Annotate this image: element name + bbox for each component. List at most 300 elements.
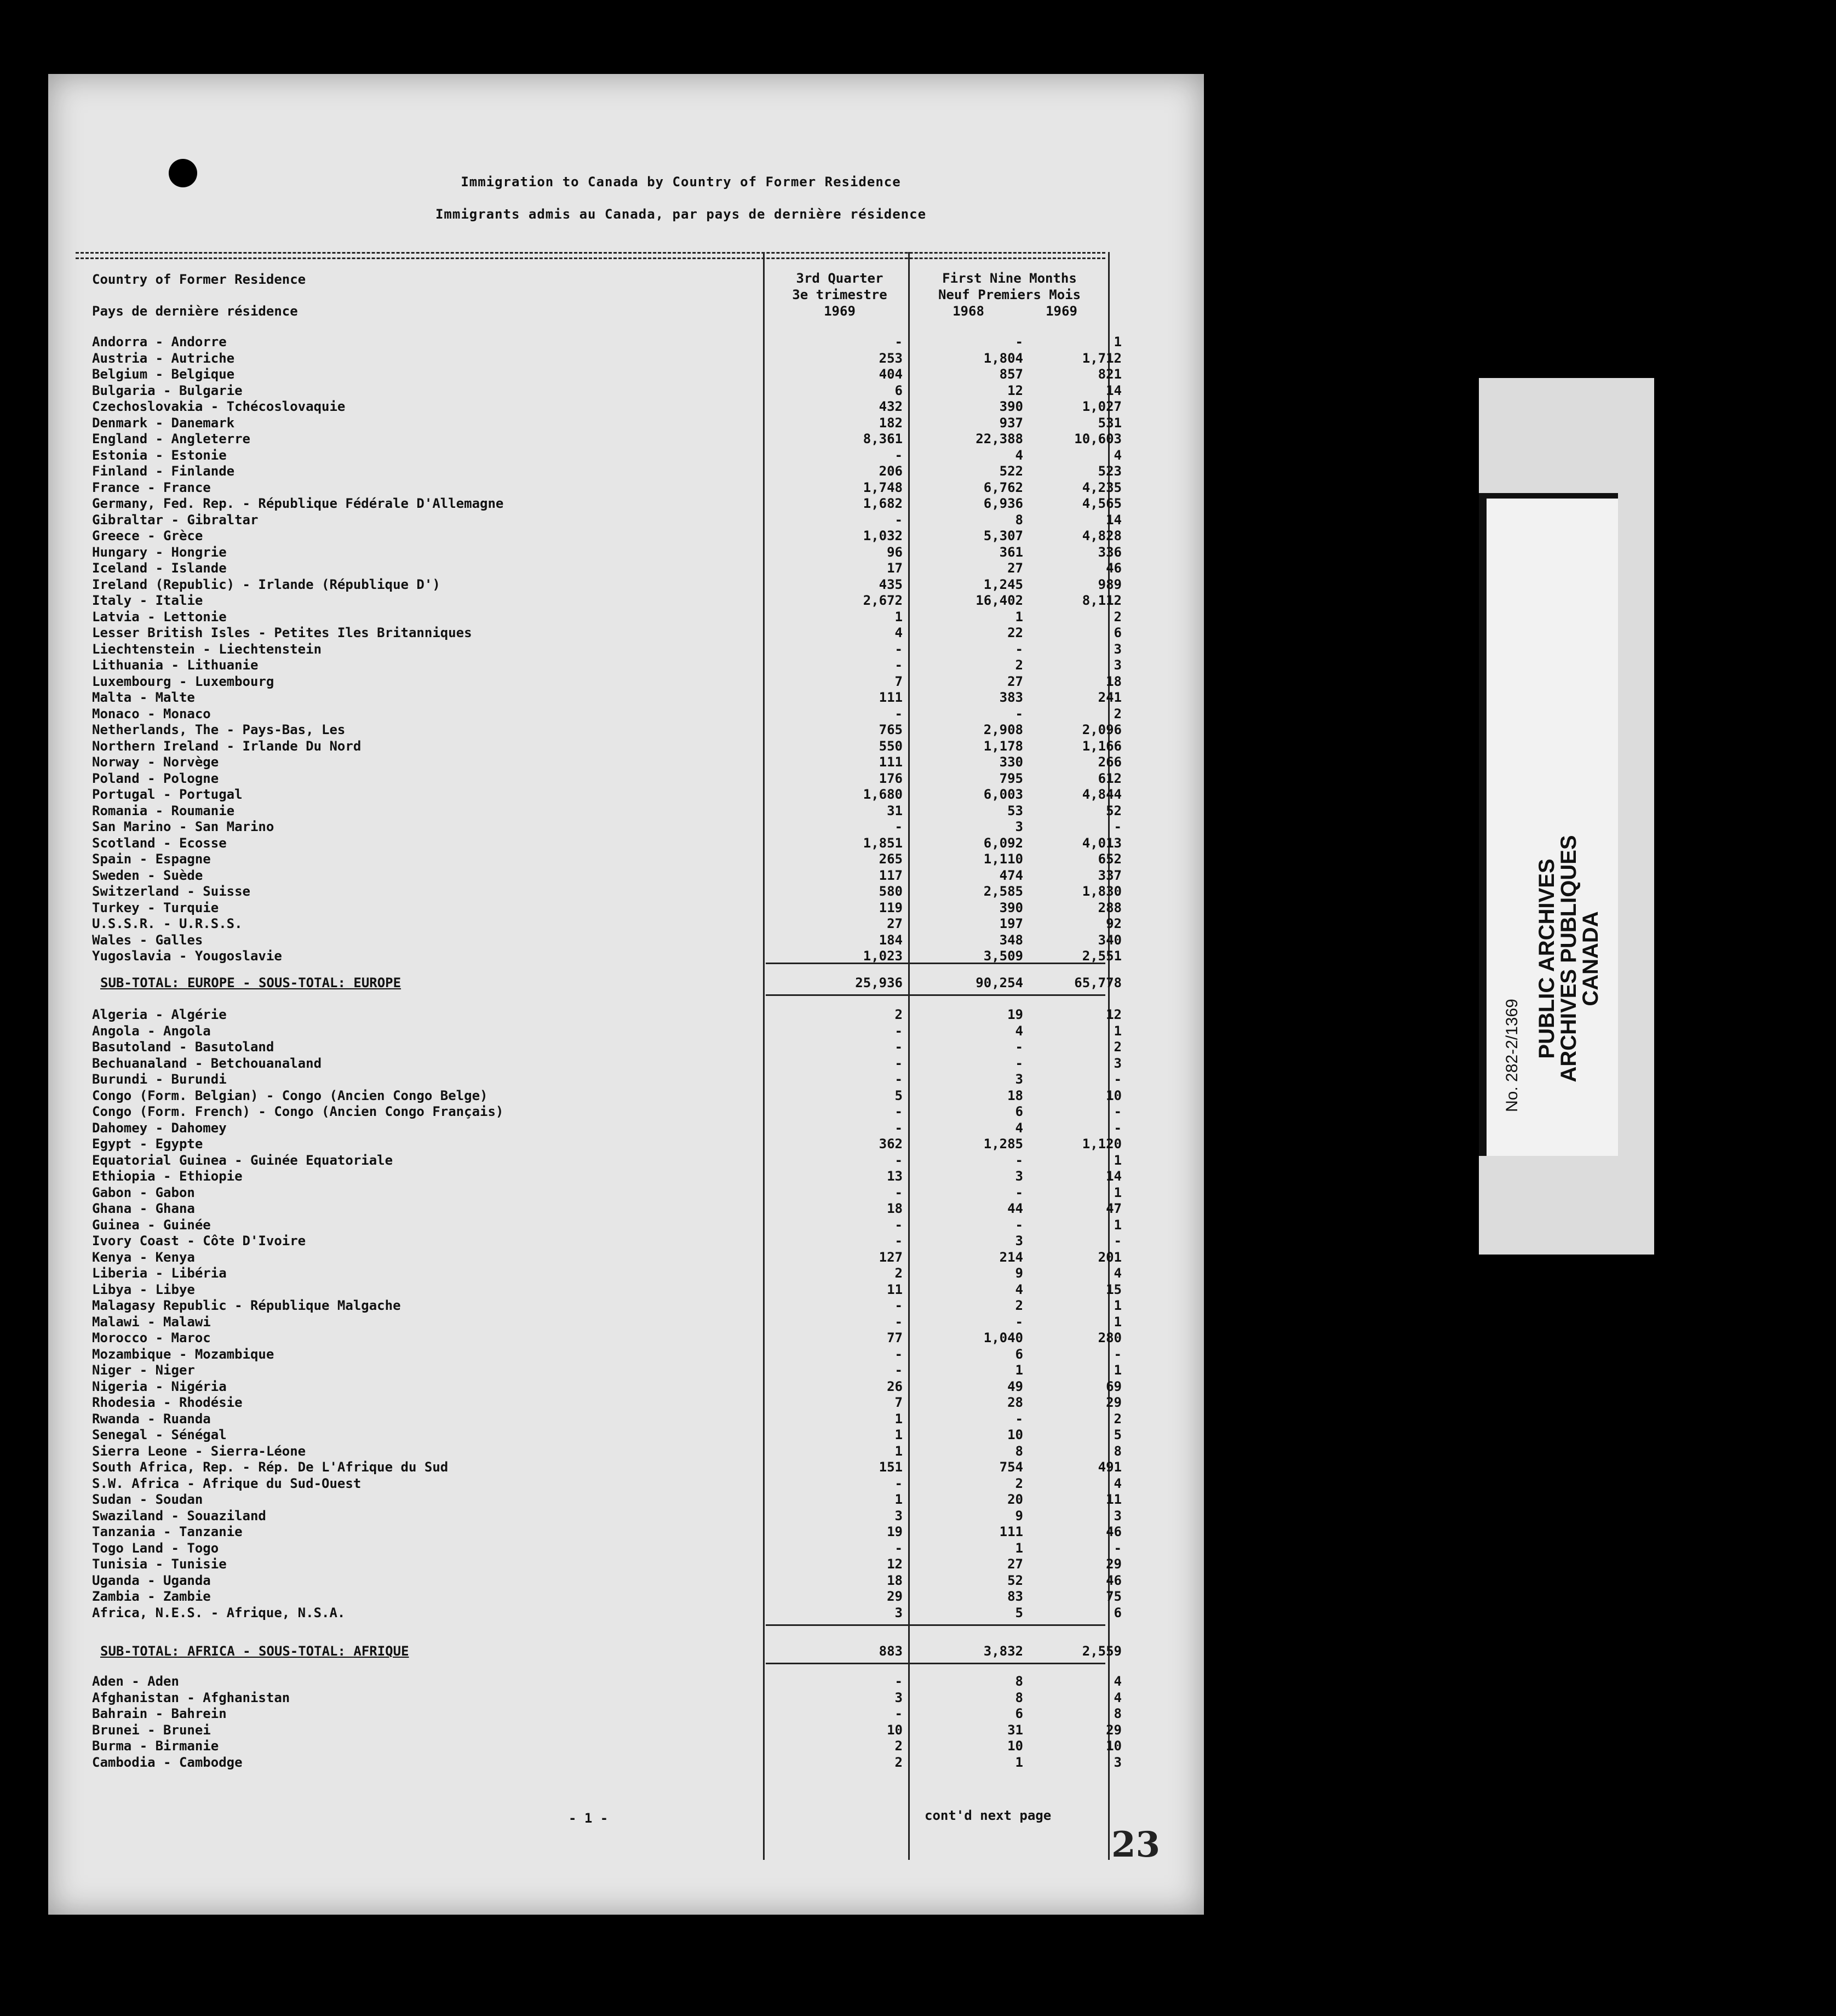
q3-1969-cell: 2 (894, 1265, 903, 1281)
europe-subtotal-label: SUB-TOTAL: EUROPE - SOUS-TOTAL: EUROPE (100, 975, 401, 990)
africa-subtotal-rule-bottom (766, 1663, 1105, 1664)
table-row (48, 851, 1204, 868)
table-row (48, 657, 1204, 674)
country-cell: Angola - Angola (92, 1023, 211, 1039)
africa-subtotal-1969: 2,559 (1082, 1643, 1122, 1659)
nine-1969-cell: 29 (1106, 1395, 1122, 1410)
q3-1969-cell: 12 (887, 1556, 903, 1572)
q3-1969-cell: 18 (887, 1572, 903, 1588)
table-row (48, 1039, 1204, 1056)
country-cell: Finland - Finlande (92, 463, 235, 479)
nine-1969-cell: 4 (1114, 1265, 1122, 1281)
top-rule-2 (76, 257, 1105, 259)
nine-1969-cell: - (1114, 1120, 1122, 1136)
table-row (48, 496, 1204, 512)
country-cell: Lesser British Isles - Petites Iles Britanniques (92, 625, 472, 640)
country-cell: Tanzania - Tanzanie (92, 1524, 243, 1539)
q3-1969-cell: 1 (894, 1443, 903, 1459)
table-row (48, 771, 1204, 787)
africa-section (48, 1007, 1204, 1621)
country-cell: Burma - Birmanie (92, 1738, 219, 1754)
country-cell: Germany, Fed. Rep. - République Fédérale D'Allemagne (92, 496, 504, 511)
nine-1968-cell: 214 (999, 1249, 1023, 1265)
table-row (48, 1706, 1204, 1722)
q3-1969-cell: 117 (879, 867, 903, 883)
country-cell: Malawi - Malawi (92, 1314, 211, 1330)
nine-1968-cell: 16,402 (976, 593, 1023, 608)
nine-1968-cell: - (1015, 1055, 1023, 1071)
table-row (48, 1007, 1204, 1023)
nine-1969-cell: 69 (1106, 1378, 1122, 1394)
q3-1969-cell: - (894, 1233, 903, 1248)
header-q3-fr: 3e trimestre (792, 287, 887, 302)
nine-1968-cell: 4 (1015, 1120, 1023, 1136)
nine-1968-cell: 937 (999, 415, 1023, 431)
country-cell: Mozambique - Mozambique (92, 1346, 274, 1362)
footer-continued: cont'd next page (925, 1808, 1052, 1823)
q3-1969-cell: 1,682 (863, 496, 903, 511)
q3-1969-cell: - (894, 706, 903, 721)
nine-1969-cell: 1 (1114, 1362, 1122, 1378)
nine-1968-cell: 8 (1015, 1674, 1023, 1689)
nine-1968-cell: 5 (1015, 1605, 1023, 1620)
nine-1968-cell: 4 (1015, 1023, 1023, 1039)
q3-1969-cell: - (894, 657, 903, 673)
country-cell: Iceland - Islande (92, 560, 227, 576)
country-cell: Austria - Autriche (92, 350, 235, 366)
nine-1969-cell: 266 (1098, 754, 1122, 770)
nine-1968-cell: 5,307 (983, 528, 1023, 543)
nine-1969-cell: 47 (1106, 1201, 1122, 1216)
nine-1969-cell: 337 (1098, 867, 1122, 883)
nine-1969-cell: 336 (1098, 544, 1122, 560)
q3-1969-cell: 4 (894, 625, 903, 640)
table-row (48, 1674, 1204, 1690)
country-cell: Denmark - Danemark (92, 415, 235, 431)
nine-1969-cell: 11 (1106, 1492, 1122, 1507)
country-cell: Burundi - Burundi (92, 1072, 227, 1087)
table-row (48, 868, 1204, 884)
table-row (48, 1427, 1204, 1444)
table-row (48, 431, 1204, 448)
nine-1969-cell: 6 (1114, 1605, 1122, 1620)
q3-1969-cell: 13 (887, 1169, 903, 1184)
table-row (48, 1589, 1204, 1605)
nine-1968-cell: - (1015, 1314, 1023, 1330)
country-cell: Yugoslavia - Yougoslavie (92, 948, 282, 964)
nine-1968-cell: 795 (999, 770, 1023, 786)
table-row (48, 528, 1204, 545)
country-cell: Senegal - Sénégal (92, 1427, 227, 1442)
table-row (48, 690, 1204, 706)
nine-1969-cell: 8 (1114, 1706, 1122, 1721)
q3-1969-cell: 550 (879, 738, 903, 754)
table-row (48, 1540, 1204, 1557)
nine-1968-cell: 18 (1007, 1087, 1023, 1103)
nine-1968-cell: 1,178 (983, 738, 1023, 754)
q3-1969-cell: - (894, 1023, 903, 1039)
nine-1969-cell: 1 (1114, 1217, 1122, 1233)
nine-1968-cell: 1 (1015, 1362, 1023, 1378)
nine-1968-cell: 28 (1007, 1395, 1023, 1410)
table-row (48, 1233, 1204, 1250)
nine-1969-cell: - (1114, 1540, 1122, 1556)
q3-1969-cell: 404 (879, 366, 903, 382)
q3-1969-cell: 11 (887, 1281, 903, 1297)
table-row (48, 1120, 1204, 1137)
country-cell: Switzerland - Suisse (92, 884, 250, 899)
nine-1969-cell: 46 (1106, 1524, 1122, 1539)
q3-1969-cell: 1,748 (863, 479, 903, 495)
q3-1969-cell: - (894, 1540, 903, 1556)
africa-subtotal-rule (766, 1624, 1105, 1626)
nine-1969-cell: 75 (1106, 1589, 1122, 1604)
nine-1969-cell: 2 (1114, 706, 1122, 721)
nine-1968-cell: 1 (1015, 1540, 1023, 1556)
q3-1969-cell: - (894, 1039, 903, 1055)
table-row (48, 1217, 1204, 1234)
country-cell: Rhodesia - Rhodésie (92, 1395, 243, 1410)
q3-1969-cell: 253 (879, 350, 903, 366)
nine-1969-cell: 3 (1114, 641, 1122, 657)
country-cell: Aden - Aden (92, 1674, 179, 1689)
nine-1969-cell: 10 (1106, 1087, 1122, 1103)
nine-1968-cell: 22,388 (976, 431, 1023, 446)
nine-1968-cell: 4 (1015, 1281, 1023, 1297)
nine-1968-cell: 8 (1015, 1443, 1023, 1459)
nine-1968-cell: 53 (1007, 803, 1023, 818)
table-row (48, 1738, 1204, 1755)
nine-1968-cell: 361 (999, 544, 1023, 560)
nine-1969-cell: 2 (1114, 609, 1122, 625)
nine-1968-cell: 6 (1015, 1346, 1023, 1362)
title-french: Immigrants admis au Canada, par pays de dernière résidence (435, 207, 927, 222)
table-row (48, 642, 1204, 658)
nine-1968-cell: 20 (1007, 1492, 1023, 1507)
nine-1969-cell: 340 (1098, 932, 1122, 948)
nine-1968-cell: 10 (1007, 1427, 1023, 1442)
country-cell: Guinea - Guinée (92, 1217, 211, 1233)
header-q3-en: 3rd Quarter (796, 271, 883, 286)
nine-1968-cell: 390 (999, 900, 1023, 915)
q3-1969-cell: 2 (894, 1007, 903, 1022)
stamp-line-3: CANADA (1579, 911, 1603, 1006)
table-row (48, 1722, 1204, 1739)
country-cell: Bechuanaland - Betchouanaland (92, 1055, 322, 1071)
nine-1968-cell: 2 (1015, 1298, 1023, 1313)
nine-1968-cell: 10 (1007, 1738, 1023, 1754)
table-row (48, 1411, 1204, 1428)
table-row (48, 754, 1204, 771)
nine-1969-cell: 4,235 (1082, 479, 1122, 495)
country-cell: Congo (Form. French) - Congo (Ancien Congo Français) (92, 1104, 504, 1119)
nine-1969-cell: 12 (1106, 1007, 1122, 1022)
nine-1968-cell: 27 (1007, 673, 1023, 689)
nine-1969-cell: 1 (1114, 1023, 1122, 1039)
country-cell: Sweden - Suède (92, 867, 203, 883)
table-row (48, 803, 1204, 820)
q3-1969-cell: 96 (887, 544, 903, 560)
country-cell: Afghanistan - Afghanistan (92, 1689, 290, 1705)
nine-1969-cell: 3 (1114, 1508, 1122, 1524)
table-row (48, 415, 1204, 432)
q3-1969-cell: 2,672 (863, 593, 903, 608)
q3-1969-cell: 1,023 (863, 948, 903, 964)
nine-1969-cell: 5 (1114, 1427, 1122, 1442)
country-cell: Scotland - Ecosse (92, 835, 227, 851)
country-cell: Sudan - Soudan (92, 1492, 203, 1507)
q3-1969-cell: - (894, 1314, 903, 1330)
nine-1968-cell: - (1015, 706, 1023, 721)
header-country-en: Country of Former Residence (92, 272, 306, 287)
table-row (48, 1104, 1204, 1120)
nine-1969-cell: 10,603 (1074, 431, 1122, 446)
table-row (48, 1072, 1204, 1088)
nine-1968-cell: 3 (1015, 1072, 1023, 1087)
table-row (48, 1379, 1204, 1395)
nine-1968-cell: 2 (1015, 1475, 1023, 1491)
nine-1969-cell: 2,551 (1082, 948, 1122, 964)
country-cell: Brunei - Brunei (92, 1722, 211, 1738)
europe-subtotal-q3: 25,936 (855, 975, 903, 990)
nine-1968-cell: 6,092 (983, 835, 1023, 851)
nine-1969-cell: 531 (1098, 415, 1122, 431)
q3-1969-cell: 184 (879, 932, 903, 948)
table-row (48, 1395, 1204, 1411)
nine-1968-cell: 3 (1015, 1169, 1023, 1184)
nine-1969-cell: 1 (1114, 1184, 1122, 1200)
nine-1968-cell: - (1015, 1411, 1023, 1427)
table-row (48, 835, 1204, 852)
nine-1969-cell: 4 (1114, 1674, 1122, 1689)
q3-1969-cell: - (894, 1184, 903, 1200)
country-cell: Sierra Leone - Sierra-Léone (92, 1443, 306, 1459)
table-row (48, 383, 1204, 399)
nine-1969-cell: 14 (1106, 512, 1122, 528)
table-row (48, 1690, 1204, 1706)
country-cell: Latvia - Lettonie (92, 609, 227, 625)
q3-1969-cell: 182 (879, 415, 903, 431)
table-row (48, 1556, 1204, 1573)
nine-1968-cell: - (1015, 1217, 1023, 1233)
q3-1969-cell: 1,680 (863, 787, 903, 802)
table-row (48, 674, 1204, 690)
country-cell: Belgium - Belgique (92, 366, 235, 382)
nine-1968-cell: 754 (999, 1459, 1023, 1475)
nine-1969-cell: 46 (1106, 1572, 1122, 1588)
country-cell: Bulgaria - Bulgarie (92, 382, 243, 398)
nine-1969-cell: 491 (1098, 1459, 1122, 1475)
nine-1968-cell: 474 (999, 867, 1023, 883)
nine-1968-cell: 27 (1007, 560, 1023, 576)
table-row (48, 738, 1204, 755)
nine-1968-cell: 12 (1007, 382, 1023, 398)
country-cell: Libya - Libye (92, 1281, 195, 1297)
country-cell: Africa, N.E.S. - Afrique, N.S.A. (92, 1605, 346, 1620)
nine-1969-cell: 6 (1114, 625, 1122, 640)
nine-1969-cell: 4,013 (1082, 835, 1122, 851)
country-cell: Niger - Niger (92, 1362, 195, 1378)
table-row (48, 545, 1204, 561)
nine-1968-cell: 1 (1015, 1754, 1023, 1770)
q3-1969-cell: 176 (879, 770, 903, 786)
table-row (48, 1524, 1204, 1540)
nine-1968-cell: 3 (1015, 819, 1023, 834)
nine-1968-cell: 3,509 (983, 948, 1023, 964)
nine-1969-cell: 1 (1114, 1298, 1122, 1313)
country-cell: France - France (92, 479, 211, 495)
q3-1969-cell: 1 (894, 1411, 903, 1427)
nine-1968-cell: 8 (1015, 1689, 1023, 1705)
stamp-label (1479, 493, 1618, 1156)
title-english: Immigration to Canada by Country of Former Residence (461, 174, 901, 190)
table-row (48, 787, 1204, 803)
q3-1969-cell: - (894, 334, 903, 350)
table-row (48, 1444, 1204, 1460)
nine-1969-cell: 1 (1114, 1314, 1122, 1330)
europe-subtotal-1969: 65,778 (1074, 975, 1122, 990)
nine-1968-cell: - (1015, 1152, 1023, 1168)
nine-1969-cell: - (1114, 1346, 1122, 1362)
country-cell: Andorra - Andorre (92, 334, 227, 350)
q3-1969-cell: 17 (887, 560, 903, 576)
country-cell: Wales - Galles (92, 932, 203, 948)
q3-1969-cell: 26 (887, 1378, 903, 1394)
q3-1969-cell: - (894, 1346, 903, 1362)
nine-1969-cell: 989 (1098, 576, 1122, 592)
q3-1969-cell: 6 (894, 382, 903, 398)
nine-1968-cell: 2,908 (983, 722, 1023, 737)
country-cell: South Africa, Rep. - Rép. De L'Afrique du Sud (92, 1459, 449, 1475)
country-cell: Uganda - Uganda (92, 1572, 211, 1588)
country-cell: Turkey - Turquie (92, 900, 219, 915)
nine-1968-cell: 52 (1007, 1572, 1023, 1588)
nine-1968-cell: 6,762 (983, 479, 1023, 495)
country-cell: Lithuania - Lithuanie (92, 657, 259, 673)
country-cell: Liberia - Libéria (92, 1265, 227, 1281)
country-cell: Ireland (Republic) - Irlande (République D') (92, 576, 440, 592)
q3-1969-cell: - (894, 512, 903, 528)
nine-1969-cell: 29 (1106, 1722, 1122, 1738)
country-cell: Romania - Roumanie (92, 803, 235, 818)
europe-section (48, 334, 1204, 965)
country-cell: Bahrain - Bahrein (92, 1706, 227, 1721)
q3-1969-cell: 362 (879, 1136, 903, 1152)
country-cell: Greece - Grèce (92, 528, 203, 543)
q3-1969-cell: - (894, 1120, 903, 1136)
country-cell: Equatorial Guinea - Guinée Equatoriale (92, 1152, 393, 1168)
nine-1969-cell: 2 (1114, 1039, 1122, 1055)
nine-1968-cell: 3 (1015, 1233, 1023, 1248)
nine-1968-cell: 8 (1015, 512, 1023, 528)
q3-1969-cell: 2 (894, 1738, 903, 1754)
country-cell: Norway - Norvège (92, 754, 219, 770)
table-row (48, 334, 1204, 351)
q3-1969-cell: 111 (879, 754, 903, 770)
africa-subtotal-q3: 883 (879, 1643, 903, 1659)
country-cell: England - Angleterre (92, 431, 250, 446)
nine-1968-cell: 44 (1007, 1201, 1023, 1216)
country-cell: Gabon - Gabon (92, 1184, 195, 1200)
q3-1969-cell: 5 (894, 1087, 903, 1103)
country-cell: Estonia - Estonie (92, 447, 227, 463)
country-cell: S.W. Africa - Afrique du Sud-Ouest (92, 1475, 362, 1491)
nine-1969-cell: 10 (1106, 1738, 1122, 1754)
nine-1969-cell: 4 (1114, 1689, 1122, 1705)
nine-1969-cell: 1,027 (1082, 399, 1122, 414)
country-cell: Morocco - Maroc (92, 1330, 211, 1345)
q3-1969-cell: - (894, 641, 903, 657)
q3-1969-cell: 10 (887, 1722, 903, 1738)
q3-1969-cell: 151 (879, 1459, 903, 1475)
nine-1969-cell: 1 (1114, 1152, 1122, 1168)
country-cell: Congo (Form. Belgian) - Congo (Ancien Congo Belge) (92, 1087, 488, 1103)
table-row (48, 609, 1204, 626)
table-row (48, 1265, 1204, 1282)
nine-1968-cell: 9 (1015, 1508, 1023, 1524)
q3-1969-cell: 265 (879, 851, 903, 867)
nine-1969-cell: 201 (1098, 1249, 1122, 1265)
nine-1969-cell: 288 (1098, 900, 1122, 915)
q3-1969-cell: 432 (879, 399, 903, 414)
nine-1969-cell: 2 (1114, 1411, 1122, 1427)
country-cell: Portugal - Portugal (92, 787, 243, 802)
q3-1969-cell: - (894, 1217, 903, 1233)
q3-1969-cell: 580 (879, 884, 903, 899)
country-cell: Italy - Italie (92, 593, 203, 608)
table-row (48, 1755, 1204, 1771)
q3-1969-cell: 19 (887, 1524, 903, 1539)
nine-1969-cell: - (1114, 1072, 1122, 1087)
footer-page: - 1 - (569, 1811, 609, 1826)
table-row (48, 512, 1204, 529)
nine-1968-cell: 857 (999, 366, 1023, 382)
country-cell: Netherlands, The - Pays-Bas, Les (92, 722, 346, 737)
table-row (48, 1169, 1204, 1185)
header-country-fr: Pays de dernière résidence (92, 303, 298, 319)
table-row (48, 480, 1204, 496)
country-cell: U.S.S.R. - U.R.S.S. (92, 916, 243, 931)
nine-1969-cell: 46 (1106, 560, 1122, 576)
q3-1969-cell: 3 (894, 1605, 903, 1620)
nine-1968-cell: 31 (1007, 1722, 1023, 1738)
country-cell: Swaziland - Souaziland (92, 1508, 266, 1524)
table-row (48, 1201, 1204, 1217)
stamp-line-2: ARCHIVES PUBLIQUES (1557, 835, 1581, 1083)
europe-subtotal-1968: 90,254 (976, 975, 1023, 990)
country-cell: Hungary - Hongrie (92, 544, 227, 560)
nine-1968-cell: 383 (999, 690, 1023, 705)
nine-1969-cell: 1,712 (1082, 350, 1122, 366)
stamp-title (1536, 805, 1602, 1112)
table-row (48, 1023, 1204, 1040)
nine-1969-cell: 14 (1106, 1169, 1122, 1184)
table-row (48, 1508, 1204, 1525)
top-rule (76, 252, 1105, 254)
q3-1969-cell: 435 (879, 576, 903, 592)
nine-1969-cell: 1,830 (1082, 884, 1122, 899)
nine-1969-cell: 523 (1098, 463, 1122, 479)
table-row (48, 1476, 1204, 1492)
asia-section (48, 1674, 1204, 1771)
nine-1968-cell: 9 (1015, 1265, 1023, 1281)
nine-1969-cell: - (1114, 819, 1122, 834)
table-row (48, 1347, 1204, 1363)
table-row (48, 577, 1204, 593)
q3-1969-cell: - (894, 1055, 903, 1071)
q3-1969-cell: - (894, 1362, 903, 1378)
nine-1968-cell: 522 (999, 463, 1023, 479)
